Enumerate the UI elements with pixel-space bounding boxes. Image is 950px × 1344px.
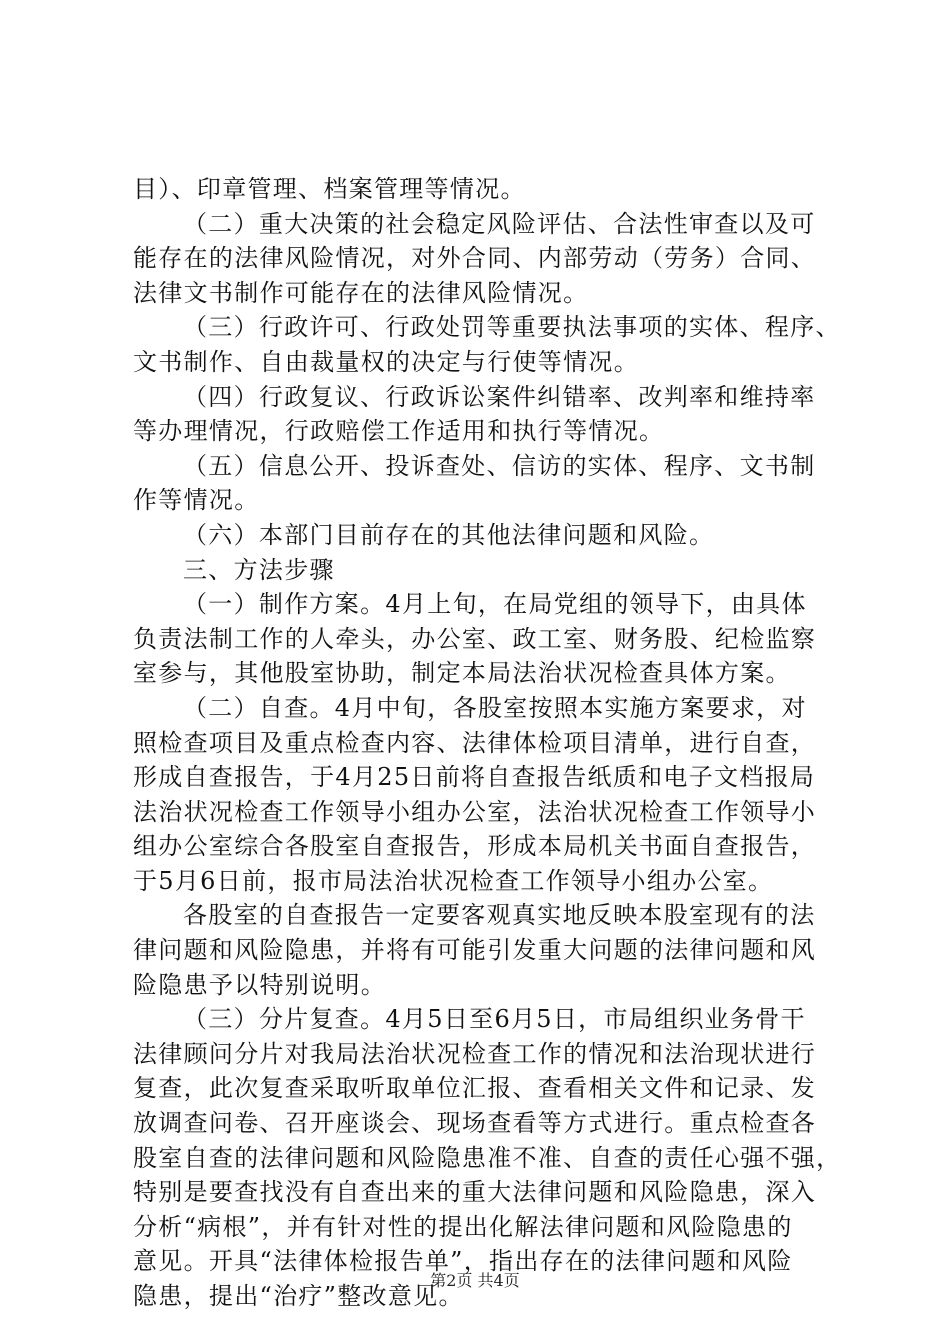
text-line: 隐患，提出“治疗”整改意见。: [133, 1282, 464, 1310]
text-line: （三）分片复查。4月5日至6月5日，市局组织业务骨干: [183, 1005, 806, 1034]
text-line: 股室自查的法律问题和风险隐患准不准、自查的责任心强不强，: [133, 1143, 842, 1172]
text-line: （三）行政许可、行政处罚等重要执法事项的实体、程序、: [183, 313, 841, 342]
text-line: 分析“病根”，并有针对性的提出化解法律问题和风险隐患的: [133, 1212, 793, 1241]
text-line: 照检查项目及重点检查内容、法律体检项目清单，进行自查，: [133, 728, 817, 757]
text-line: 法律顾问分片对我局法治状况检查工作的情况和法治现状进行: [133, 1039, 817, 1068]
text-line: 作等情况。: [133, 486, 260, 515]
text-line: 等办理情况，行政赔偿工作适用和执行等情况。: [133, 417, 665, 446]
text-line: 险隐患予以特别说明。: [133, 970, 386, 999]
text-line: （六）本部门目前存在的其他法律问题和风险。: [183, 520, 715, 549]
text-line: 特别是要查找没有自查出来的重大法律问题和风险隐患，深入: [133, 1178, 817, 1207]
text-line: 三、方法步骤: [183, 555, 335, 584]
text-line: 放调查问卷、召开座谈会、现场查看等方式进行。重点检查各: [133, 1109, 817, 1138]
text-line: 于5月6日前，报市局法治状况检查工作领导小组办公室。: [133, 866, 774, 895]
text-line: 意见。开具“法律体检报告单”，指出存在的法律问题和风险: [133, 1247, 793, 1276]
text-line: （二）自查。4月中旬，各股室按照本实施方案要求，对: [183, 693, 807, 722]
text-line: 法律文书制作可能存在的法律风险情况。: [133, 278, 589, 307]
text-line: （二）重大决策的社会稳定风险评估、合法性审查以及可: [183, 209, 816, 238]
document-body: [133, 172, 853, 1314]
text-line: 能存在的法律风险情况，对外合同、内部劳动（劳务）合同、: [133, 244, 817, 273]
text-line: （五）信息公开、投诉查处、信访的实体、程序、文书制: [183, 451, 816, 480]
text-line: 组办公室综合各股室自查报告，形成本局机关书面自查报告，: [133, 832, 817, 861]
text-line: 室参与，其他股室协助，制定本局法治状况检查具体方案。: [133, 659, 791, 688]
page-footer: 第2页 共4页: [430, 1271, 520, 1290]
text-line: 法治状况检查工作领导小组办公室，法治状况检查工作领导小: [133, 797, 817, 826]
text-line: 形成自查报告，于4月25日前将自查报告纸质和电子文档报局: [133, 763, 816, 792]
text-line: 文书制作、自由裁量权的决定与行使等情况。: [133, 347, 639, 376]
text-line: （四）行政复议、行政诉讼案件纠错率、改判率和维持率: [183, 382, 816, 411]
text-line: 各股室的自查报告一定要客观真实地反映本股室现有的法: [183, 901, 816, 930]
text-line: （一）制作方案。4月上旬，在局党组的领导下，由具体: [183, 590, 807, 619]
text-line: 目）、印章管理、档案管理等情况。: [133, 175, 526, 203]
text-line: 复查，此次复查采取听取单位汇报、查看相关文件和记录、发: [133, 1074, 817, 1103]
text-line: 负责法制工作的人牵头，办公室、政工室、财务股、纪检监察: [133, 624, 817, 653]
text-line: 律问题和风险隐患，并将有可能引发重大问题的法律问题和风: [133, 936, 817, 965]
